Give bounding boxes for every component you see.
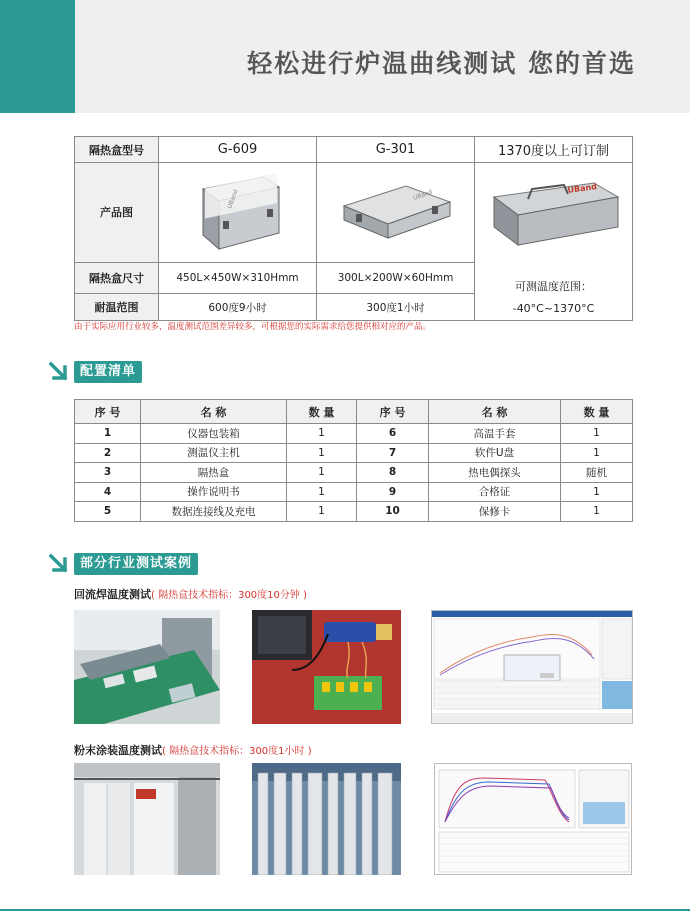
case1-name: 回流焊温度测试 xyxy=(74,588,151,601)
item-qty: 1 xyxy=(287,443,357,463)
col-header: 序 号 xyxy=(357,400,429,424)
svg-text:UBand: UBand xyxy=(225,188,240,210)
insulation-box-g609-icon xyxy=(193,169,283,253)
item-qty: 1 xyxy=(287,482,357,502)
insulation-box-custom-icon xyxy=(484,169,624,249)
bottom-rule xyxy=(0,909,690,911)
model-label: 隔热盒型号 xyxy=(75,137,159,163)
row-number: 4 xyxy=(75,482,141,502)
svg-text:UBand: UBand xyxy=(411,188,433,202)
table-row xyxy=(75,463,633,483)
config-section-title: 配置清单 xyxy=(74,361,142,383)
col-header: 名 称 xyxy=(429,400,561,424)
row-number: 6 xyxy=(357,424,429,444)
page-headline: 轻松进行炉温曲线测试 您的首选 xyxy=(247,49,636,78)
config-list-table xyxy=(74,399,633,522)
item-name: 隔热盒 xyxy=(141,463,287,483)
row-number: 3 xyxy=(75,463,141,483)
teal-accent-block xyxy=(0,0,75,113)
case2-title xyxy=(74,742,312,758)
row-number: 10 xyxy=(357,502,429,522)
item-qty: 1 xyxy=(561,482,633,502)
item-qty: 1 xyxy=(287,424,357,444)
table-row xyxy=(75,443,633,463)
temp-g609: 600度9小时 xyxy=(159,294,317,321)
image-label: 产品图 xyxy=(75,163,159,263)
arrow-down-right-icon xyxy=(48,361,70,383)
item-name: 测温仪主机 xyxy=(141,443,287,463)
item-name: 热电偶探头 xyxy=(429,463,561,483)
case2-spec: ( 隔热盒技术指标：300度1小时 ) xyxy=(162,746,312,757)
cases-section-title: 部分行业测试案例 xyxy=(74,553,198,575)
insulation-box-spec-table xyxy=(74,136,633,321)
custom-range-value: -40°C~1370°C xyxy=(512,302,595,315)
row-number: 1 xyxy=(75,424,141,444)
size-g301: 300L×200W×60Hmm xyxy=(317,262,475,294)
config-section-header xyxy=(48,361,142,383)
insulation-box-g301-icon xyxy=(336,176,456,246)
row-number: 5 xyxy=(75,502,141,522)
item-name: 仪器包装箱 xyxy=(141,424,287,444)
temp-g301: 300度1小时 xyxy=(317,294,475,321)
product-image-g301 xyxy=(317,163,475,263)
item-name: 软件U盘 xyxy=(429,443,561,463)
application-note: 由于实际应用行业较多，温度测试范围差异较多，可根据您的实际需求给您提供相对应的产品。 xyxy=(74,322,432,332)
table-row xyxy=(75,424,633,444)
size-g609: 450L×450W×310Hmm xyxy=(159,262,317,294)
model-custom: 1370度以上可订制 xyxy=(475,137,633,163)
custom-range-label: 可测温度范围： xyxy=(515,280,592,293)
svg-text:UBand: UBand xyxy=(566,181,597,195)
table-row xyxy=(75,502,633,522)
row-number: 8 xyxy=(357,463,429,483)
col-header: 序 号 xyxy=(75,400,141,424)
item-name: 保修卡 xyxy=(429,502,561,522)
item-qty: 1 xyxy=(561,443,633,463)
product-image-g609 xyxy=(159,163,317,263)
model-g609: G-609 xyxy=(159,137,317,163)
temp-label: 耐温范围 xyxy=(75,294,159,321)
aluminum-profiles-photo xyxy=(252,763,401,875)
powder-coating-line-photo xyxy=(74,763,220,875)
item-qty: 随机 xyxy=(561,463,633,483)
col-header: 数 量 xyxy=(287,400,357,424)
item-name: 数据连接线及充电 xyxy=(141,502,287,522)
case2-name: 粉末涂装温度测试 xyxy=(74,744,162,757)
item-name: 合格证 xyxy=(429,482,561,502)
col-header: 名 称 xyxy=(141,400,287,424)
item-name: 高温手套 xyxy=(429,424,561,444)
table-row xyxy=(75,482,633,502)
case1-title xyxy=(74,586,307,602)
row-number: 9 xyxy=(357,482,429,502)
row-number: 7 xyxy=(357,443,429,463)
item-qty: 1 xyxy=(561,502,633,522)
arrow-down-right-icon xyxy=(48,553,70,575)
reflow-oven-photo xyxy=(74,610,220,724)
case1-spec: ( 隔热盒技术指标：300度10分钟 ) xyxy=(151,590,307,601)
item-qty: 1 xyxy=(287,463,357,483)
item-qty: 1 xyxy=(561,424,633,444)
col-header: 数 量 xyxy=(561,400,633,424)
cases-section-header xyxy=(48,553,198,575)
pcb-thermocouple-photo xyxy=(252,610,401,724)
powder-coating-report-screenshot xyxy=(434,763,632,875)
reflow-software-screenshot xyxy=(431,610,633,724)
custom-box-cell xyxy=(475,163,633,321)
item-qty: 1 xyxy=(287,502,357,522)
item-name: 操作说明书 xyxy=(141,482,287,502)
model-g301: G-301 xyxy=(317,137,475,163)
row-number: 2 xyxy=(75,443,141,463)
size-label: 隔热盒尺寸 xyxy=(75,262,159,294)
